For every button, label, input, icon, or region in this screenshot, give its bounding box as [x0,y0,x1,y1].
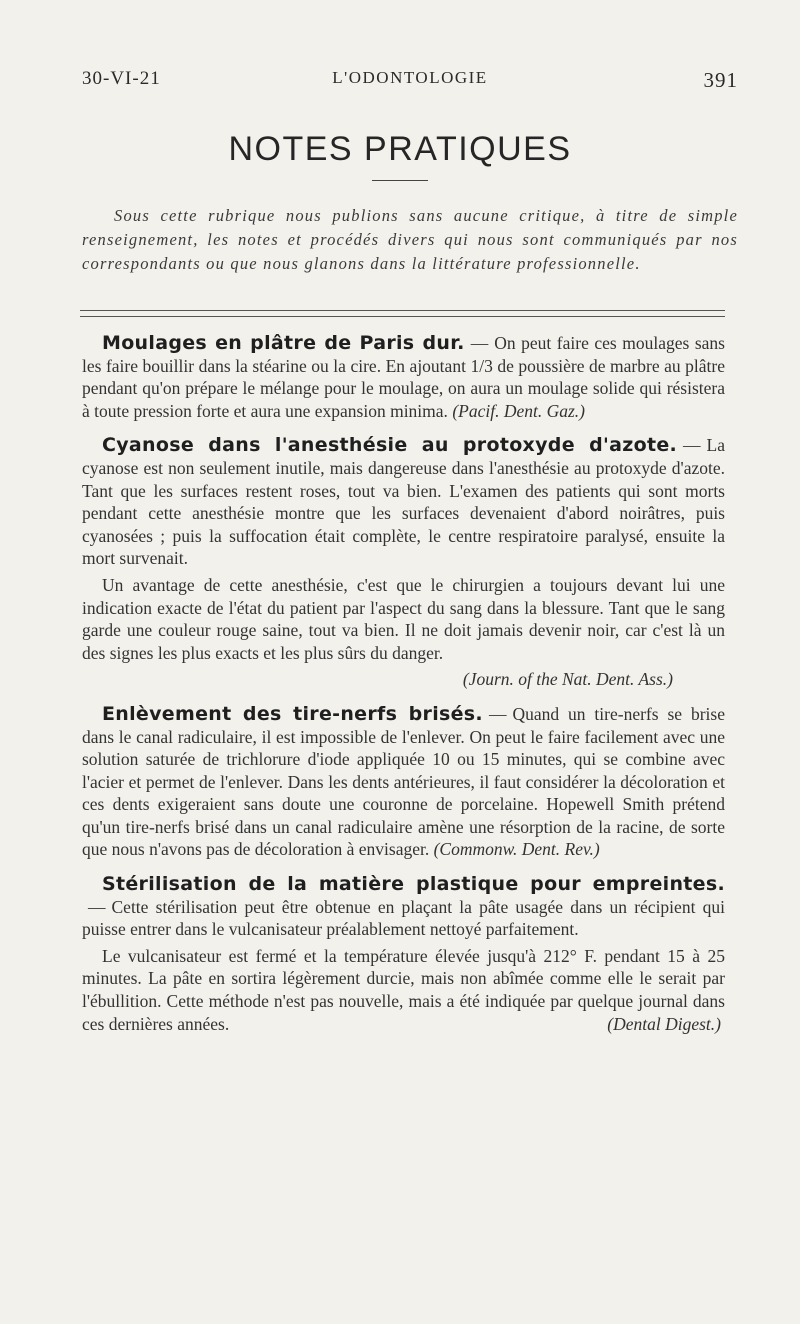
page-title: NOTES PRATIQUES [228,130,572,168]
section-text: Le vulcanisateur est fermé et la température élevée jusqu'à 212° F. pendant 15 à 25 minutes. La pâte en sortira légèrement durcie, mais non abîmée comme elle le serait par l'ébullition. Cette méthode n'est pas nouvelle, mais a été indiquée par quelque journal dans ces dernières années. [82,945,725,1034]
em-dash: — [88,896,106,917]
em-dash: — [683,435,701,456]
section-paragraph [82,945,725,1035]
section-title: Enlèvement des tire-nerfs brisés. [102,702,483,725]
section-text: On peut faire ces moulages sans les faire bouillir dans la stéarine ou la cire. En ajoutant 1/3 de poussière de marbre au plâtre pendant qu'on prépare le mélange pour le moulage, on aura un moulage solide qui résistera à toute pression forte et aura une expansion minima. [82,333,725,421]
running-header [82,68,738,98]
source-citation: (Dental Digest.) [607,1013,721,1034]
source-citation: (Journ. of the Nat. Dent. Ass.) [462,669,673,690]
section-paragraph: Un avantage de cette anesthésie, c'est que le chirurgien a toujours devant lui une indication exacte de l'état du patient par l'aspect du sang dans la blessure. Tant que le sang garde une couleur rouge saine, tout va bien. Il ne doit jamais devenir noir, car c'est là un des signes les plus exacts et les plus sûrs du danger. [82,574,725,663]
intro-paragraph: Sous cette rubrique nous publions sans aucune critique, à titre de simple renseignement, les notes et procédés divers qui nous sont communiqués par nos correspondants ou que nous glanons dans la littérature professionnelle. [82,206,738,273]
header-journal-title: L'ODONTOLOGIE [332,68,488,87]
page-number: 391 [703,68,738,92]
double-rule-divider [80,310,725,317]
section-sterilisation [82,873,725,941]
source-citation: (Commonw. Dent. Rev.) [433,839,600,860]
section-text: La cyanose est non seulement inutile, mais dangereuse dans l'anesthésie au protoxyde d'azote. Tant que les surfaces restent roses, tout va bien. L'examen des patients qui sont morts pendant cette anesthésie montre que les surfaces devenaient d'abord noirâtres, puis cyanosées ; puis la suffocation était complète, le centre respiratoire paralysé, ensuite la mort survenait. [82,435,725,569]
section-tire-nerfs [82,703,725,861]
source-citation: (Pacif. Dent. Gaz.) [452,400,585,421]
em-dash: — [488,703,507,724]
section-title: Moulages en plâtre de Paris dur. [102,332,465,354]
section-moulages [82,332,725,422]
header-date: 30-VI-21 [82,68,161,89]
section-title: Stérilisation de la matière plastique pour empreintes. [102,873,725,896]
section-cyanose [82,434,725,570]
section-text: Cette stérilisation peut être obtenue en plaçant la pâte usagée dans un récipient qui puisse entrer dans le vulcanisateur préalablement nettoyé parfaitement. [82,896,725,940]
section-text: Quand un tire-nerfs se brise dans le canal radiculaire, il est impossible de l'enlever. On peut le faire facilement avec une solution saturée de trichlorure d'iode appliquée 10 ou 15 minutes, qui se combine avec l'acier et permet de l'enlever. Dans les dents antérieures, il faut considérer la décoloration et ces dents exigeraient sans doute une couronne de porcelaine. Hopewell Smith prétend qu'un tire-nerfs brisé dans un canal radiculaire amène une résorption de la racine, de sorte que nous n'avons pas de décoloration à envisager. [82,703,725,860]
section-title: Cyanose dans l'anesthésie au protoxyde d'azote. [102,434,678,457]
title-rule [372,180,428,181]
article-body [82,332,725,1039]
em-dash: — [470,333,489,353]
